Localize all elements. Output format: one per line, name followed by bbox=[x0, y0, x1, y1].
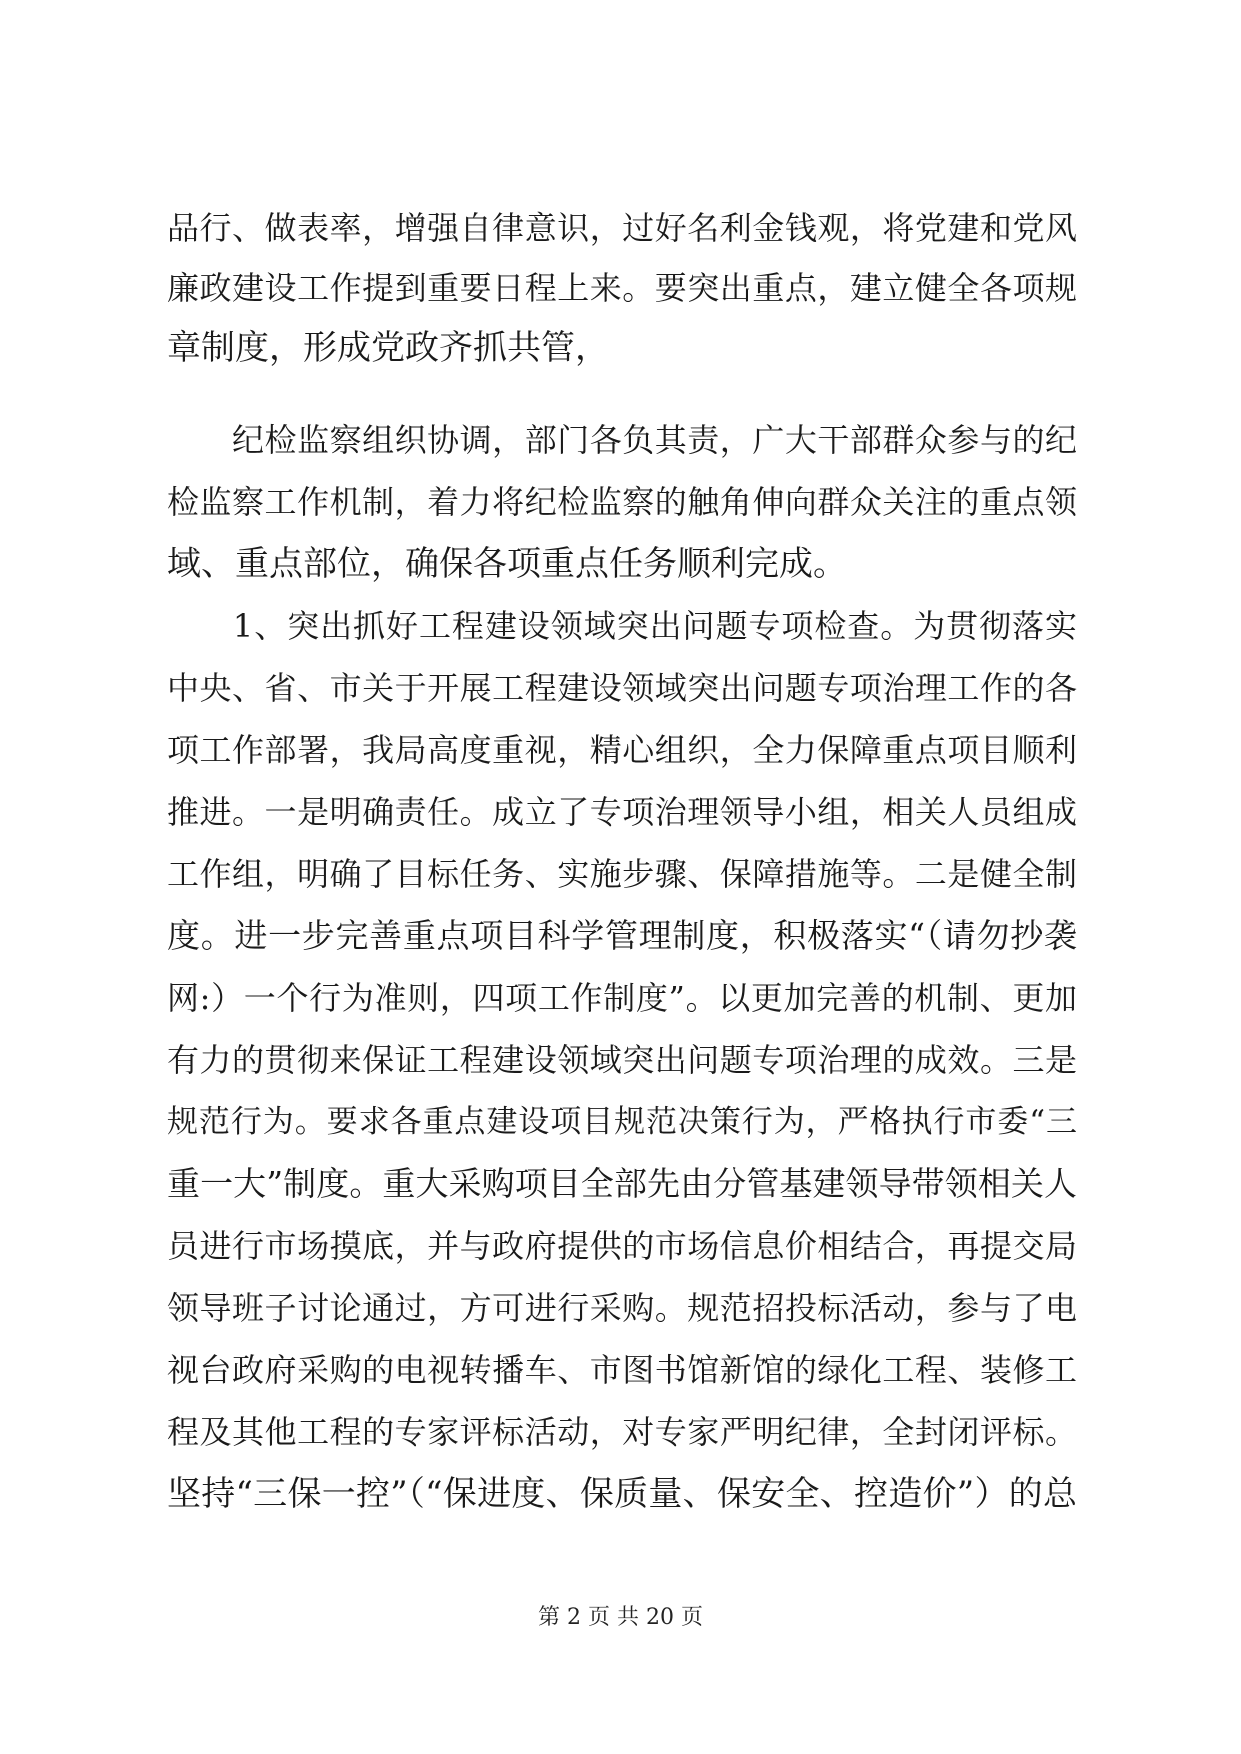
text-line: 检监察工作机制，着力将纪检监察的触角伸向群众关注的重点领 bbox=[167, 483, 1077, 521]
text-line: 重一大”制度。重大采购项目全部先由分管基建领导带领相关人 bbox=[167, 1164, 1077, 1203]
text-line: 度。进一步完善重点项目科学管理制度，积极落实“（请勿抄袭 bbox=[167, 916, 1077, 955]
text-line: 视台政府采购的电视转播车、市图书馆新馆的绿化工程、装修工 bbox=[167, 1351, 1077, 1389]
text-line: 中央、省、市关于开展工程建设领域突出问题专项治理工作的各 bbox=[167, 669, 1077, 707]
text-line: 工作组，明确了目标任务、实施步骤、保障措施等。二是健全制 bbox=[167, 855, 1077, 893]
text-line: 坚持“三保一控”（“保进度、保质量、保安全、控造价”）的总 bbox=[167, 1474, 1077, 1514]
text-line: 员进行市场摸底，并与政府提供的市场信息价相结合，再提交局 bbox=[167, 1227, 1077, 1265]
text-line: 领导班子讨论通过，方可进行采购。规范招投标活动，参与了电 bbox=[167, 1289, 1077, 1327]
text-line: 品行、做表率，增强自律意识，过好名利金钱观，将党建和党风 bbox=[167, 209, 1077, 247]
text-line: 纪检监察组织协调，部门各负其责，广大干部群众参与的纪 bbox=[167, 421, 1077, 459]
text-line: 程及其他工程的专家评标活动，对专家严明纪律，全封闭评标。 bbox=[167, 1413, 1077, 1451]
text-line: 有力的贯彻来保证工程建设领域突出问题专项治理的成效。三是 bbox=[167, 1041, 1077, 1079]
text-line: 推进。一是明确责任。成立了专项治理领导小组，相关人员组成 bbox=[167, 793, 1077, 831]
text-line: 网:）一个行为准则，四项工作制度”。以更加完善的机制、更加 bbox=[167, 979, 1077, 1017]
page-number-footer: 第 2 页 共 20 页 bbox=[538, 1605, 703, 1630]
text-line: 域、重点部位，确保各项重点任务顺利完成。 bbox=[167, 544, 847, 584]
text-line: 1、突出抓好工程建设领域突出问题专项检查。为贯彻落实 bbox=[167, 607, 1077, 645]
text-line: 廉政建设工作提到重要日程上来。要突出重点，建立健全各项规 bbox=[167, 269, 1077, 307]
text-line: 章制度，形成党政齐抓共管， bbox=[167, 328, 609, 368]
text-line: 项工作部署，我局高度重视，精心组织，全力保障重点项目顺利 bbox=[167, 731, 1077, 769]
text-line: 规范行为。要求各重点建设项目规范决策行为，严格执行市委“三 bbox=[167, 1104, 1077, 1140]
